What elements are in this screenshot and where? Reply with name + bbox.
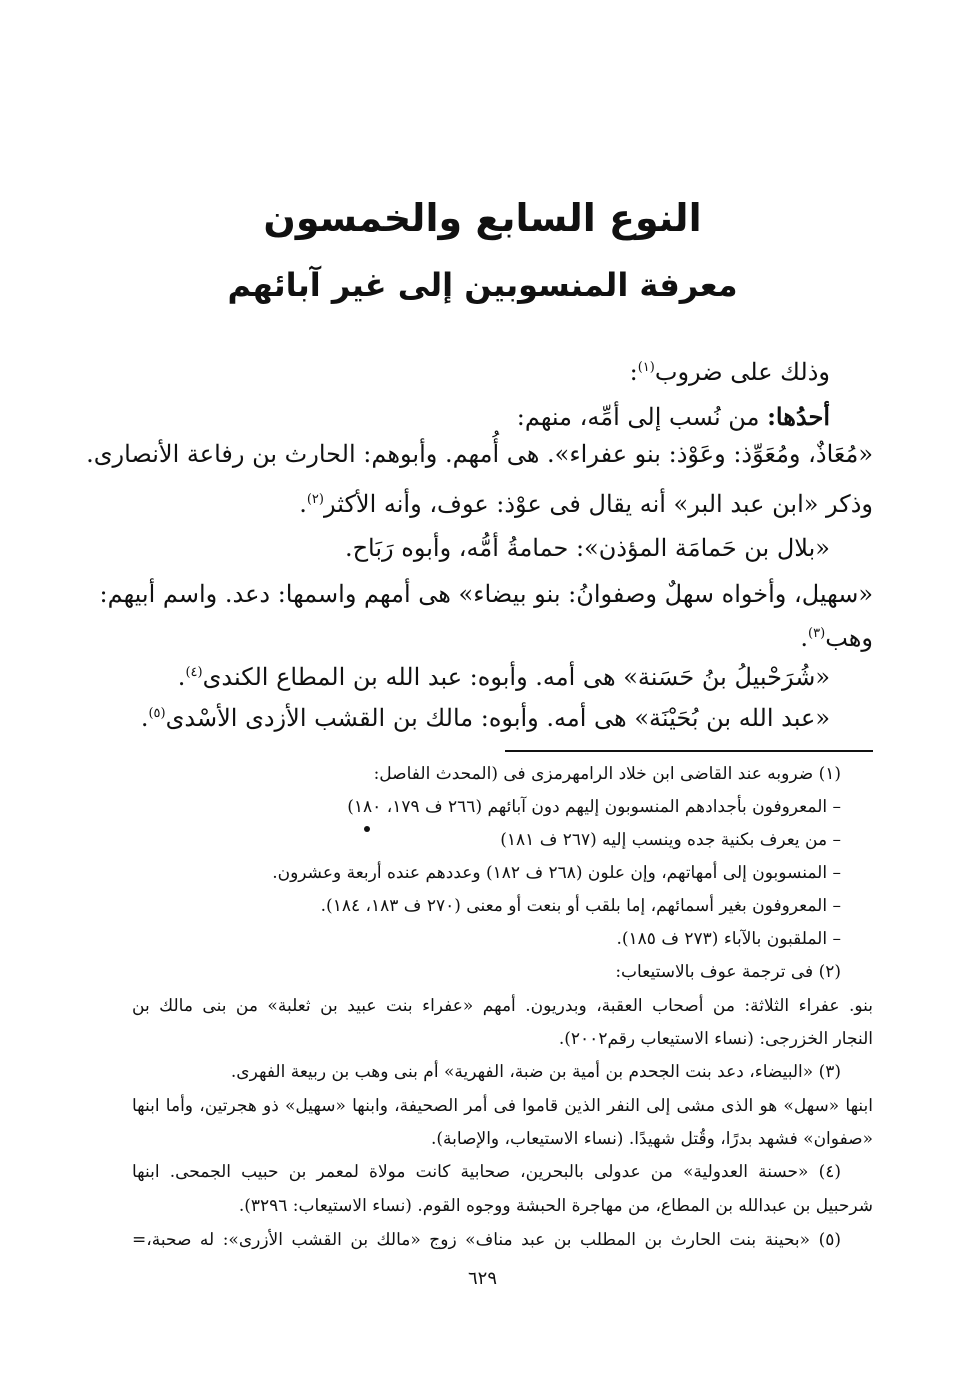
body-line-6: «سهيل، وأخواه سهلٌ وصفوانُ: بنو بيضاء» هى أمهم واسمها: دعد. واسم أبيهم: — [99, 580, 873, 608]
footnote-line-14: شرحبيل بن عبدالله بن المطاع، من مهاجرة الحبشة ووجوه القوم. (نساء الاستيعاب: ٣٢٩٦). — [238, 1196, 873, 1216]
footnote-line-15: (٥) «بحينة بنت الحارث بن المطلب بن عبد مناف» زوج «مالك بن القشب الأزرى»: له صحبة،= — [132, 1230, 841, 1250]
footnote-line-4: – المنسوبون إلى أمهاتهم، وإن علون (٢٦٨ ف ١٨٢) وعددهم عنده أربعة وعشرون. — [272, 863, 841, 883]
footnote-line-6: – الملقبون بالآباء (٢٧٣ ف ١٨٥). — [616, 929, 841, 949]
body-line-5: «بلال بن حَمامَة المؤذن»: حمامةُ أمُّه، وأبوه رَبَاح. — [344, 534, 830, 562]
body-line-2: أحدُها: من نُسب إلى أمِّه، منهم: — [516, 402, 830, 431]
footnote-line-11: ابنها «سهل» هو الذى مشى إلى النفر الذين قاموا فى أمر الصحيفة، وابنها «سهيل» ذو هجرتين، وأما ابنها — [132, 1096, 873, 1116]
footnote-line-7: (٢) فى ترجمة عوف بالاستيعاب: — [615, 962, 841, 982]
body-line-3: «مُعَاذٌ، ومُعَوِّذ: وعَوْذ: بنو عفراء». هى أُمهم. وأبوهم: الحارث بن رفاعة الأنصارى. — [86, 440, 873, 468]
body-line-7: وهب$^{(٣)}$. — [800, 624, 873, 652]
body-line-1: وذلك على ضروب$^{(١)}$: — [629, 358, 830, 386]
chapter-subtitle: معرفة المنسوبين إلى غير آبائهم — [227, 266, 738, 304]
body-line-8: «شُرَحْبيلُ بنُ حَسَنة» هى أمه. وأبوه: عبد الله بن المطاع الكندى$^{(٤)}$. — [177, 663, 830, 691]
footnote-separator — [505, 750, 873, 752]
footnote-line-9: النجار الخزرجى: (نساء الاستيعاب رقم٢٠٠٢). — [558, 1029, 873, 1049]
footnote-line-12: «صفوان» فشهد بدرًا، وقُتل شهيدًا. (نساء الاستيعاب، والإصابة). — [431, 1129, 873, 1149]
footnote-line-10: (٣) «البيضاء، دعد بنت الجحدم بن أمية بن ضبة، الفهرية» أم بنى وهب بن ربيعة الفهرى. — [230, 1062, 841, 1082]
footnote-line-13: (٤) «حسنة العدولية» من عدولى بالبحرين، صحابية كانت مولاة لمعمر بن حبيب الجمحى. ابنها — [132, 1162, 841, 1182]
footnote-line-2: – المعروفون بأجدادهم المنسوبون إليهم دون آبائهم (٢٦٦ ف ١٧٩، ١٨٠) — [347, 797, 841, 817]
footnote-line-8: بنو. عفراء الثلاثة: من أصحاب العقبة، وبدريون. أمهم «عفراء بنت عبيد بن ثعلبة» من بنى مالك بن — [132, 996, 873, 1016]
body-line-9: «عبد الله بن بُحَيْنَة» هى أمه. وأبوه: مالك بن القشب الأزدى الأسْدى$^{(٥)}$. — [140, 704, 830, 732]
footnote-line-5: – المعروفون بغير أسمائهم، إما بلقب أو بنعت أو معنى (٢٧٠ ف ١٨٣، ١٨٤). — [320, 896, 841, 916]
footnote-line-1: (١) ضروبه عند القاضى ابن خلاد الرامهرمزى فى (المحدث الفاصل: — [373, 764, 841, 784]
body-line-4: وذكر «ابن عبد البر» أنه يقال فى عوْذ: عوف، وأنه الأكثر$^{(٢)}$. — [299, 490, 873, 518]
footnote-line-3: – من يعرف بكنية جده وينسب إليه (٢٦٧ ف ١٨١) — [500, 830, 841, 850]
page-number: ٦٢٩ — [467, 1268, 497, 1289]
chapter-title: النوع السابع والخمسون — [263, 196, 702, 240]
